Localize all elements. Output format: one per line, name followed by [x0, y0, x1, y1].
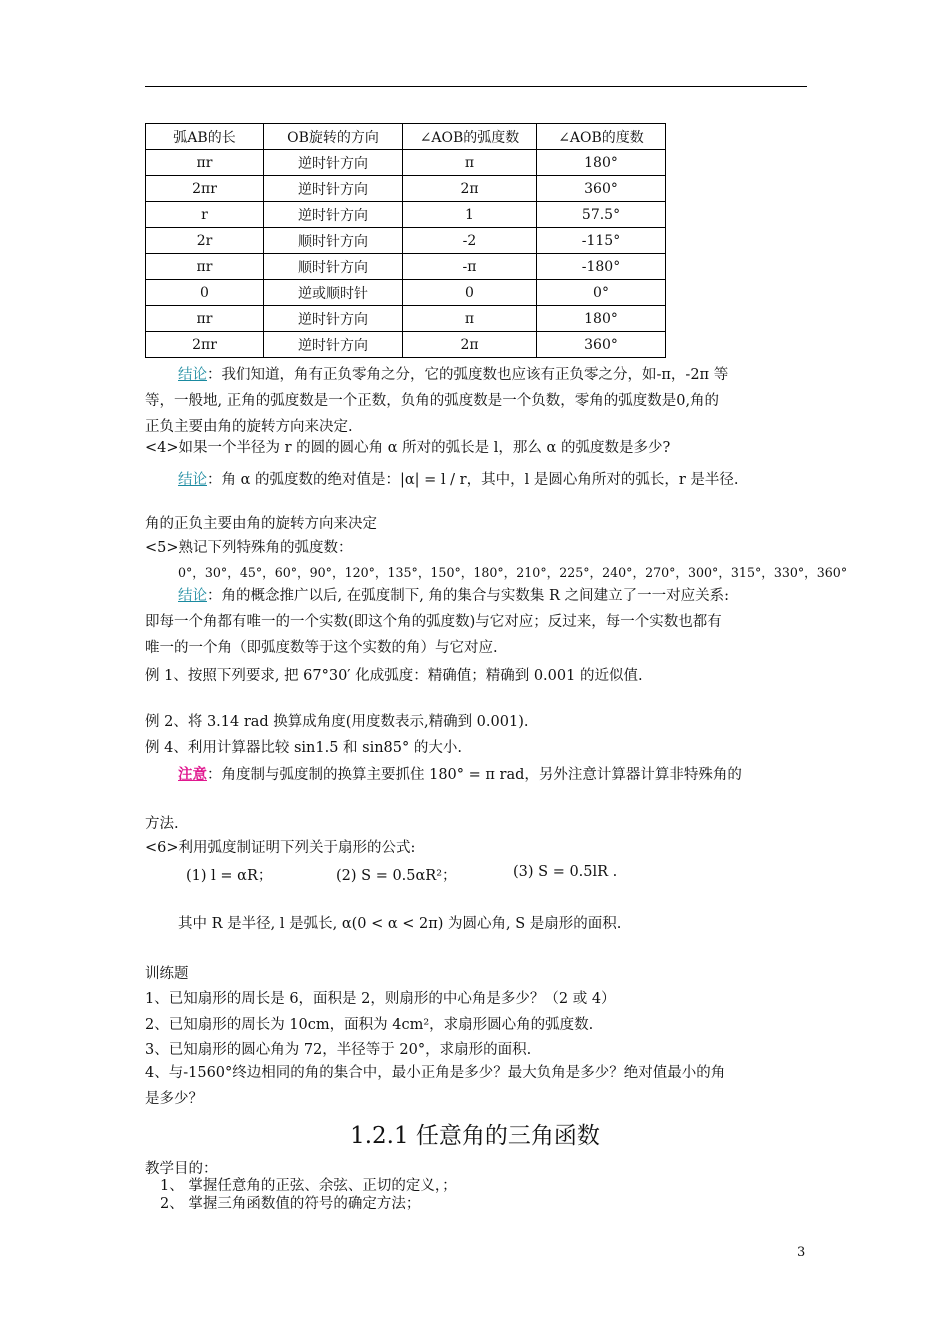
table-cell: 2π [403, 332, 537, 358]
conclusion-3-line-1: 结论：角的概念推广以后, 在弧度制下, 角的集合与实数集 R 之间建立了一一对应关系: [178, 588, 729, 604]
practice-item: 1、已知扇形的周长是 6，面积是 2，则扇形的中心角是多少？（2 或 4） [145, 991, 616, 1007]
practice-item: 是多少？ [145, 1091, 203, 1107]
table-cell: π [403, 150, 537, 176]
page-number: 3 [797, 1245, 806, 1260]
conclusion-1-line-2: 等，一般地, 正角的弧度数是一个正数，负角的弧度数是一个负数，零角的弧度数是0,角的 [145, 393, 720, 409]
table-row [146, 228, 666, 254]
sign-note: 角的正负主要由角的旋转方向来决定 [145, 516, 377, 532]
table-cell: -π [403, 254, 537, 280]
goal-item: 2、 掌握三角函数值的符号的确定方法； [160, 1196, 421, 1212]
conclusion-3-line-3: 唯一的一个角（即弧度数等于这个实数的角）与它对应. [145, 640, 498, 656]
table-cell: -180° [537, 254, 666, 280]
table-cell: 2π [403, 176, 537, 202]
conclusion-label: 结论 [178, 367, 207, 383]
conclusion-label: 结论 [178, 588, 207, 604]
formula-1: (1) l = αR； [186, 868, 273, 884]
formula-2: (2) S = 0.5αR²； [336, 868, 457, 884]
table-cell: 逆时针方向 [264, 176, 403, 202]
table-cell: 顺时针方向 [264, 228, 403, 254]
table-header-cell: 弧AB的长 [146, 124, 264, 150]
table-row [146, 280, 666, 306]
table-cell: 0 [146, 280, 264, 306]
table-cell: 逆时针方向 [264, 332, 403, 358]
example-2: 例 2、将 3.14 rad 换算成角度(用度数表示,精确到 0.001). [145, 714, 529, 730]
table-cell: 0 [403, 280, 537, 306]
table-row [146, 176, 666, 202]
practice-item: 4、与-1560°终边相同的角的集合中，最小正角是多少？最大负角是多少？绝对值最小的角 [145, 1065, 726, 1081]
practice-item: 3、已知扇形的圆心角为 72，半径等于 20°，求扇形的面积. [145, 1042, 532, 1058]
goal-item: 1、 掌握任意角的正弦、余弦、正切的定义，； [160, 1178, 457, 1194]
conclusion-label: 结论 [178, 472, 207, 488]
table-header-cell: ∠AOB的度数 [537, 124, 666, 150]
formula-where: 其中 R 是半径, l 是弧长, α(0 < α < 2π) 为圆心角, S 是扇形的面积. [178, 916, 622, 932]
table-cell: 顺时针方向 [264, 254, 403, 280]
conclusion-2: 结论：角 α 的弧度数的绝对值是：|α| = l / r，其中，l 是圆心角所对的弧长，r 是半径. [178, 472, 739, 488]
question-5: <5>熟记下列特殊角的弧度数： [145, 540, 353, 556]
practice-item: 2、已知扇形的周长为 10cm，面积为 4cm²，求扇形圆心角的弧度数. [145, 1017, 594, 1033]
example-4: 例 4、利用计算器比较 sin1.5 和 sin85° 的大小. [145, 740, 462, 756]
conclusion-3-line-2: 即每一个角都有唯一的一个实数(即这个角的弧度数)与它对应；反过来，每一个实数也都有 [145, 614, 722, 630]
table-cell: 57.5° [537, 202, 666, 228]
goals-heading: 教学目的： [145, 1161, 218, 1177]
table-header-cell: ∠AOB的弧度数 [403, 124, 537, 150]
table-cell: 0° [537, 280, 666, 306]
header-rule [145, 86, 807, 87]
table-cell: r [146, 202, 264, 228]
table-cell: 2r [146, 228, 264, 254]
conclusion-1-line-3: 正负主要由角的旋转方向来决定. [145, 419, 353, 435]
table-row [146, 202, 666, 228]
table-cell: 逆时针方向 [264, 306, 403, 332]
table-row [146, 150, 666, 176]
table-cell: 逆时针方向 [264, 150, 403, 176]
table-cell: -115° [537, 228, 666, 254]
table-cell: 逆或顺时针 [264, 280, 403, 306]
note-line-1: 注意：角度制与弧度制的换算主要抓住 180° = π rad，另外注意计算器计算非特殊角的 [178, 766, 742, 783]
table-header-cell: OB旋转的方向 [264, 124, 403, 150]
table-cell: 逆时针方向 [264, 202, 403, 228]
question-4: <4>如果一个半径为 r 的圆的圆心角 α 所对的弧长是 l，那么 α 的弧度数是多少? [145, 440, 671, 456]
table-cell: πr [146, 254, 264, 280]
table-row [146, 306, 666, 332]
table-cell: πr [146, 306, 264, 332]
table-cell: π [403, 306, 537, 332]
table-cell: 180° [537, 306, 666, 332]
note-label: 注意 [178, 766, 207, 783]
arc-angle-table [145, 123, 666, 358]
conclusion-1-line-1: 结论：我们知道，角有正负零角之分，它的弧度数也应该有正负零之分，如-π，-2π 等 [178, 367, 729, 383]
section-title: 1.2.1 任意角的三角函数 [350, 1123, 600, 1149]
table-row [146, 254, 666, 280]
example-1: 例 1、按照下列要求, 把 67°30′ 化成弧度：精确值；精确到 0.001 的近似值. [145, 668, 643, 684]
table-cell: 2πr [146, 332, 264, 358]
special-angles-list: 0°，30°，45°，60°，90°，120°，135°，150°，180°，210°，225°，240°，270°，300°，315°，330°，360° [178, 565, 848, 580]
table-cell: 1 [403, 202, 537, 228]
table-cell: 360° [537, 176, 666, 202]
table-cell: 180° [537, 150, 666, 176]
practice-heading: 训练题 [145, 966, 189, 982]
question-6: <6>利用弧度制证明下列关于扇形的公式: [145, 840, 416, 856]
table-cell: -2 [403, 228, 537, 254]
table-row [146, 332, 666, 358]
table-cell: 360° [537, 332, 666, 358]
formula-3: (3) S = 0.5lR . [513, 864, 618, 880]
table-cell: 2πr [146, 176, 264, 202]
note-line-2: 方法. [145, 816, 179, 832]
table-cell: πr [146, 150, 264, 176]
table-header-row [146, 124, 666, 150]
